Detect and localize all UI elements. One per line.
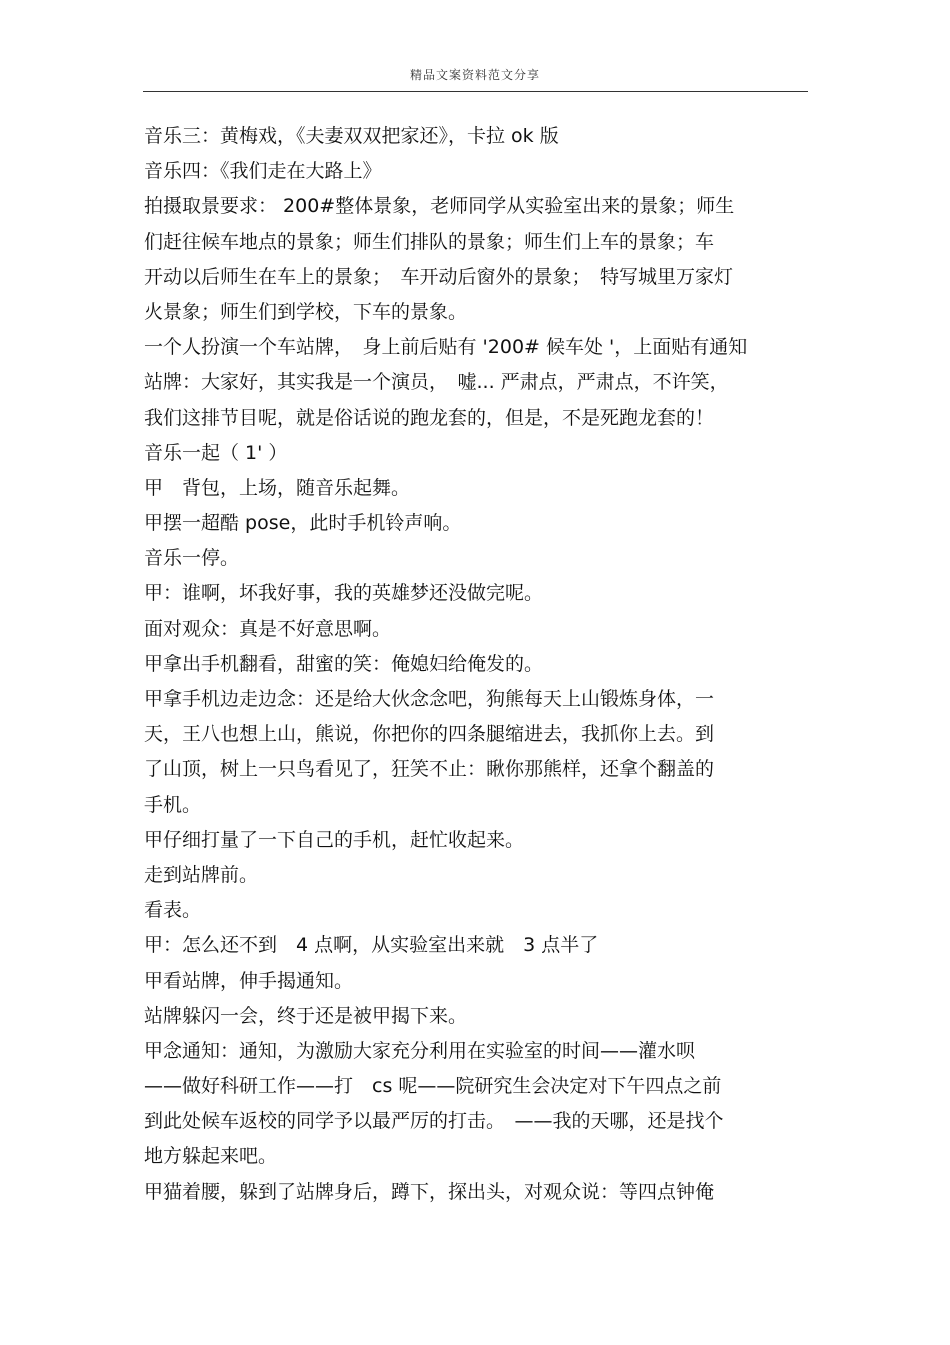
text-line: 甲摆一超酷 pose，此时手机铃声响。	[144, 512, 462, 535]
text-line: 了山顶，树上一只鸟看见了，狂笑不止：瞅你那熊样，还拿个翻盖的	[144, 758, 715, 781]
text-line: 音乐三：黄梅戏，《夫妻双双把家还》，卡拉 ok 版	[144, 125, 559, 147]
text-line: 面对观众：真是不好意思啊。	[144, 617, 392, 640]
text-line: 走到站牌前。	[144, 863, 259, 886]
header-divider	[143, 91, 808, 92]
text-line: 到此处候车返校的同学予以最严厉的打击。 ——我的天哪，还是找个	[144, 1110, 724, 1133]
text-line: 甲猫着腰，躲到了站牌身后，蹲下，探出头，对观众说：等四点钟俺	[144, 1180, 715, 1203]
text-line: 地方躲起来吧。	[144, 1145, 278, 1168]
document-body	[144, 119, 808, 1210]
text-line: 们赶往候车地点的景象；师生们排队的景象；师生们上车的景象；车	[144, 230, 715, 253]
text-line: ——做好科研工作——打 cs 呢——院研究生会决定对下午四点之前	[144, 1075, 722, 1098]
text-line: 我们这排节目呢，就是俗话说的跑龙套的，但是，不是死跑龙套的！	[144, 406, 715, 429]
text-line: 甲拿出手机翻看，甜蜜的笑：俺媳妇给俺发的。	[144, 652, 544, 675]
text-line: 甲拿手机边走边念：还是给大伙念念吧，狗熊每天上山锻炼身体，一	[144, 688, 715, 710]
text-line: 音乐一停。	[144, 547, 240, 570]
text-line: 开动以后师生在车上的景象； 车开动后窗外的景象； 特写城里万家灯	[144, 265, 734, 288]
text-line: 拍摄取景要求： 200#整体景象，老师同学从实验室出来的景象；师生	[144, 195, 735, 218]
text-line: 甲 背包，上场，随音乐起舞。	[144, 476, 411, 499]
text-line: 甲：怎么还不到 4 点啊，从实验室出来就 3 点半了	[144, 934, 599, 957]
text-line: 火景象；师生们到学校，下车的景象。	[144, 300, 468, 323]
text-line: 看表。	[144, 899, 202, 922]
text-line: 甲：谁啊，坏我好事，我的英雄梦还没做完呢。	[144, 582, 544, 605]
page-header: 精品文案资料范文分享	[409, 68, 540, 82]
text-line: 站牌躲闪一会，终于还是被甲揭下来。	[144, 1004, 468, 1027]
text-line: 一个人扮演一个车站牌， 身上前后贴有 '200# 候车处 '，上面贴有通知	[144, 336, 748, 359]
text-line: 音乐一起（ 1' ）	[144, 441, 288, 464]
text-line: 音乐四：《我们走在大路上》	[144, 160, 382, 183]
text-line: 手机。	[144, 793, 202, 816]
text-line: 甲仔细打量了一下自己的手机，赶忙收起来。	[144, 828, 525, 851]
text-line: 站牌：大家好，其实我是一个演员， 嘘... 严肃点，严肃点，不许笑，	[144, 371, 729, 394]
text-line: 甲看站牌，伸手揭通知。	[144, 969, 354, 992]
text-line: 天，王八也想上山，熊说，你把你的四条腿缩进去，我抓你上去。到	[144, 723, 715, 746]
text-line: 甲念通知：通知，为激励大家充分利用在实验室的时间——灌水呗	[144, 1039, 696, 1062]
